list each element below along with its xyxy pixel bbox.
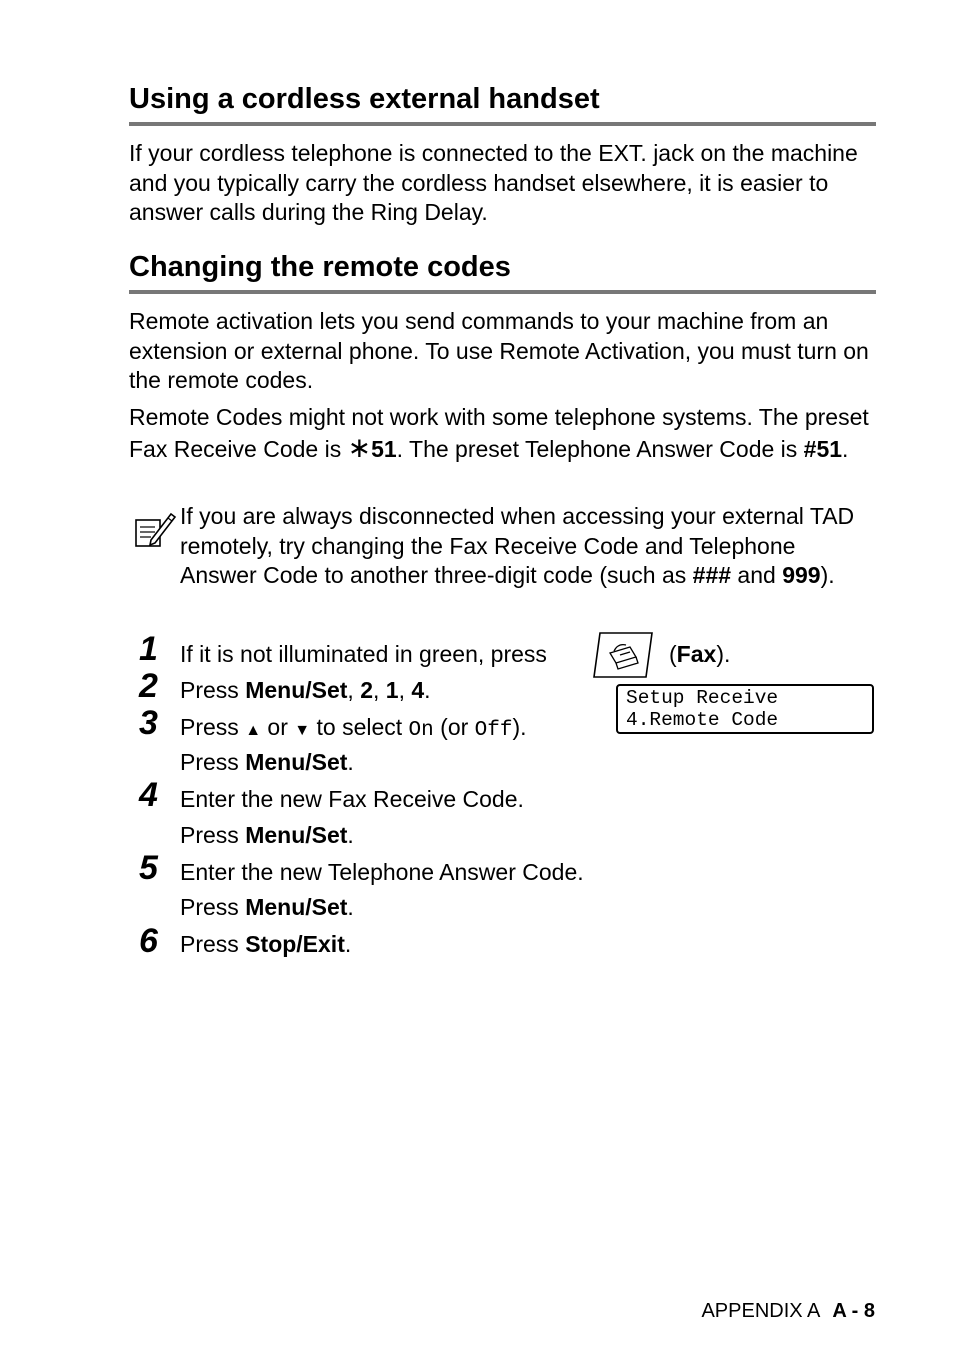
lcd-line-2: 4.Remote Code — [626, 709, 779, 731]
up-arrow-icon: ▲ — [245, 722, 262, 739]
step-4-text: Enter the new Fax Receive Code. — [180, 786, 524, 812]
step-number-1: 1 — [139, 630, 158, 668]
step-5-text: Enter the new Telephone Answer Code. — [180, 859, 584, 885]
step-2-text: Press Menu/Set, 2, 1, 4. — [180, 677, 431, 703]
lcd-line-1: Setup Receive — [626, 687, 779, 709]
paragraph-remote-codes: Remote Codes might not work with some telephone systems. The preset Fax Receive Code is ∗51. The preset Telephone Answer Code is #51. — [129, 404, 869, 463]
section-heading-remote-codes: Changing the remote codes — [129, 250, 876, 294]
step-6-text: Press Stop/Exit. — [180, 931, 352, 957]
step-4-press: Press Menu/Set. — [180, 822, 354, 848]
fax-key-label: (Fax). — [669, 641, 731, 667]
paragraph-cordless: If your cordless telephone is connected to the EXT. jack on the machine and you typically carry the cordless handset elsewhere, it is easier to answer calls during the Ring Delay. — [129, 140, 858, 226]
step-number-4: 4 — [139, 776, 158, 814]
step-number-3: 3 — [139, 704, 158, 742]
step-number-2: 2 — [139, 667, 158, 705]
footer-section: APPENDIX A — [701, 1300, 821, 1322]
step-5-press: Press Menu/Set. — [180, 894, 354, 920]
down-arrow-icon: ▼ — [294, 722, 311, 739]
star-icon: ∗ — [347, 431, 372, 463]
step-number-5: 5 — [139, 849, 158, 887]
step-3-press: Press Menu/Set. — [180, 749, 354, 775]
step-number-6: 6 — [139, 922, 158, 960]
section-heading-cordless: Using a cordless external handset — [129, 82, 876, 126]
fax-key-icon — [592, 631, 654, 679]
paragraph-remote-activation: Remote activation lets you send commands to your machine from an extension or external phone. To use Remote Activation, you must turn on the remote codes. — [129, 308, 869, 394]
note-text: If you are always disconnected when accessing your external TAD remotely, try changing the Fax Receive Code and Telephone Answer Code to another three-digit code (such as ### and 999). — [180, 503, 855, 589]
lcd-display — [616, 684, 874, 734]
note-pencil-icon — [133, 510, 177, 550]
step-1-text: If it is not illuminated in green, press — [180, 641, 547, 667]
footer-page-number: A - 8 — [832, 1300, 875, 1322]
page-footer — [701, 1300, 875, 1323]
step-3-text: Press ▲ or ▼ to select On (or Off). — [180, 714, 527, 742]
